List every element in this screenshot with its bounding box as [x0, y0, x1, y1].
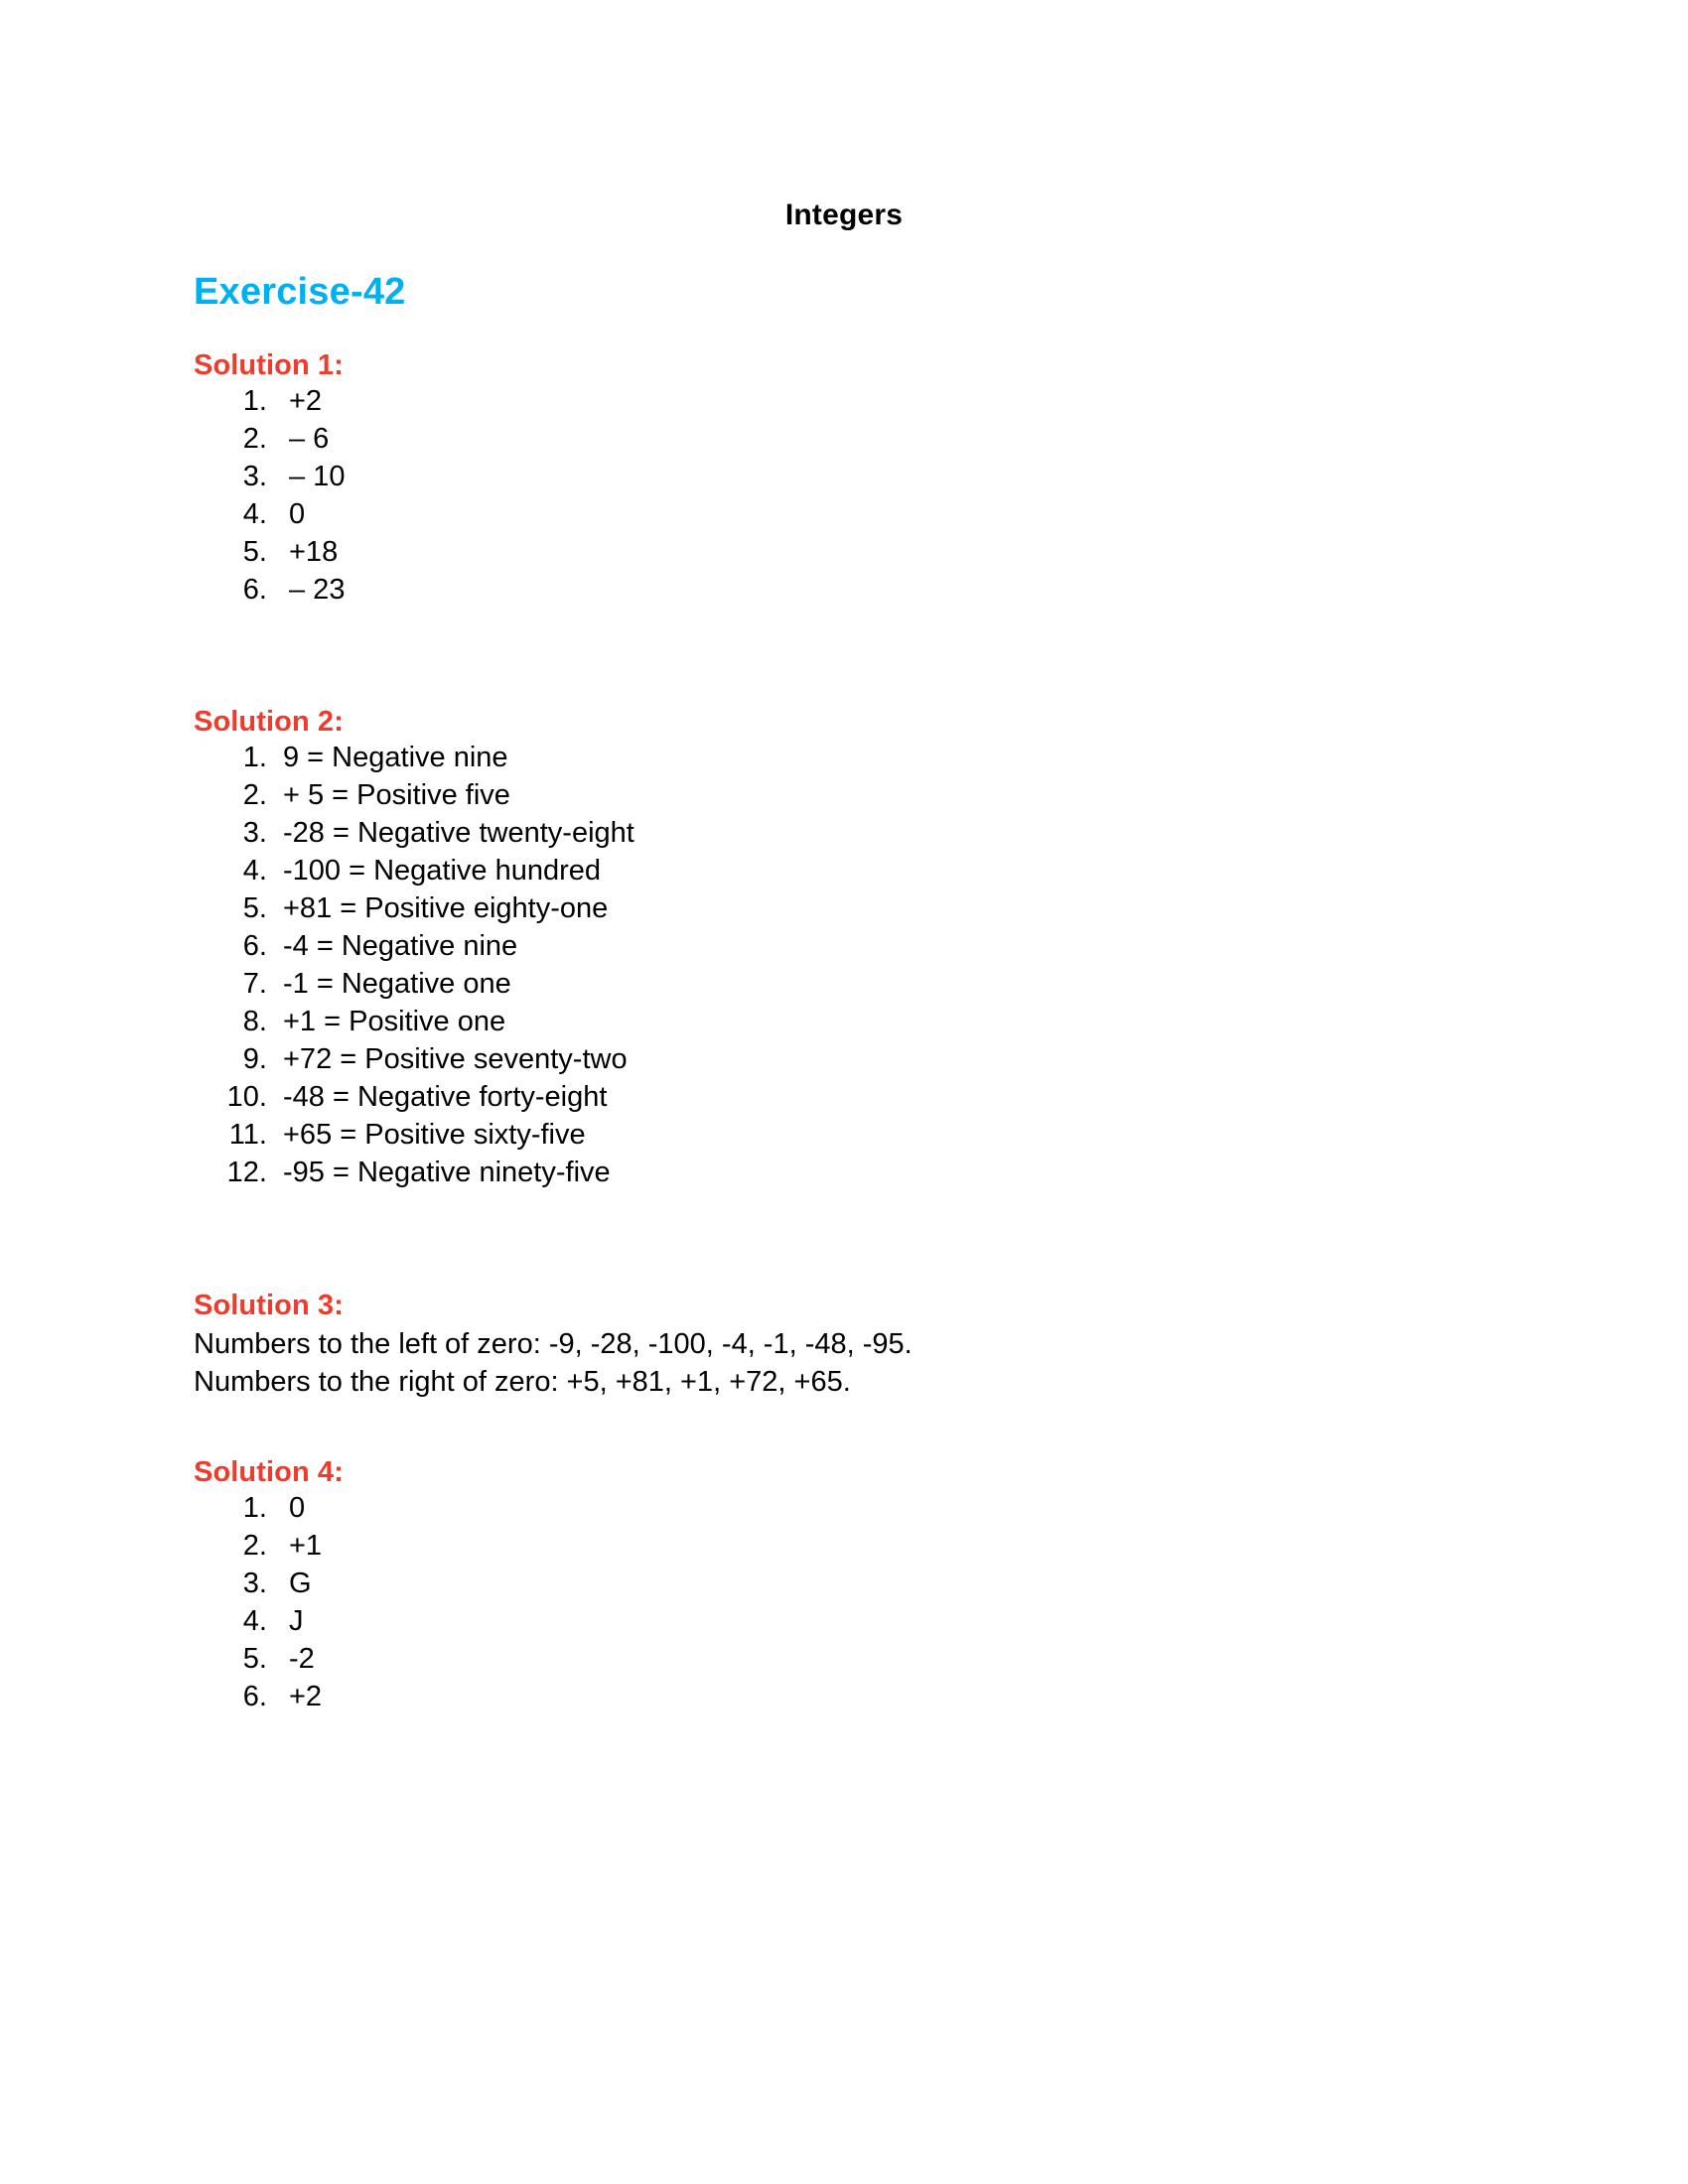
list-item: 1. +2 — [275, 382, 345, 420]
list-item: 6. +2 — [275, 1678, 344, 1715]
list-item: 5. -2 — [275, 1640, 344, 1678]
solution-heading-4: Solution 4: — [194, 1456, 344, 1488]
solution-1-answer-list — [194, 382, 345, 609]
list-item: 3. -28 = Negative twenty-eight — [275, 814, 634, 852]
list-item: 11. +65 = Positive sixty-five — [275, 1116, 634, 1154]
solution-section-3 — [194, 1290, 913, 1401]
solution-heading-3: Solution 3: — [194, 1290, 344, 1321]
list-item: 7. -1 = Negative one — [275, 965, 634, 1003]
list-item: 12. -95 = Negative ninety-five — [275, 1154, 634, 1191]
list-item: 3. G — [275, 1565, 344, 1602]
solution-3-paragraph — [194, 1325, 913, 1401]
solution-section-4 — [194, 1456, 344, 1715]
page-title: Integers — [784, 199, 904, 231]
paragraph-line: Numbers to the right of zero: +5, +81, +1, +72, +65. — [194, 1366, 851, 1398]
list-item: 2. – 6 — [275, 420, 345, 458]
solution-section-1 — [194, 349, 345, 609]
list-item: 9. +72 = Positive seventy-two — [275, 1040, 634, 1078]
solution-2-answer-list — [194, 739, 634, 1191]
list-item: 5. +81 = Positive eighty-one — [275, 889, 634, 927]
list-item: 5. +18 — [275, 533, 345, 571]
solution-4-answer-list — [194, 1489, 344, 1715]
list-item: 6. – 23 — [275, 571, 345, 609]
list-item: 4. 0 — [275, 495, 345, 533]
list-item: 2. + 5 = Positive five — [275, 776, 634, 814]
list-item: 1. 9 = Negative nine — [275, 739, 634, 776]
list-item: 1. 0 — [275, 1489, 344, 1527]
solution-heading-1: Solution 1: — [194, 349, 344, 381]
paragraph-line: Numbers to the left of zero: -9, -28, -100, -4, -1, -48, -95. — [194, 1328, 913, 1360]
list-item: 3. – 10 — [275, 458, 345, 495]
list-item: 6. -4 = Negative nine — [275, 927, 634, 965]
solution-section-2 — [194, 706, 634, 1191]
solution-heading-2: Solution 2: — [194, 706, 344, 738]
list-item: 4. J — [275, 1602, 344, 1640]
list-item: 4. -100 = Negative hundred — [275, 852, 634, 889]
list-item: 2. +1 — [275, 1527, 344, 1565]
list-item: 10. -48 = Negative forty-eight — [275, 1078, 634, 1116]
exercise-heading: Exercise-42 — [194, 271, 406, 313]
list-item: 8. +1 = Positive one — [275, 1003, 634, 1040]
